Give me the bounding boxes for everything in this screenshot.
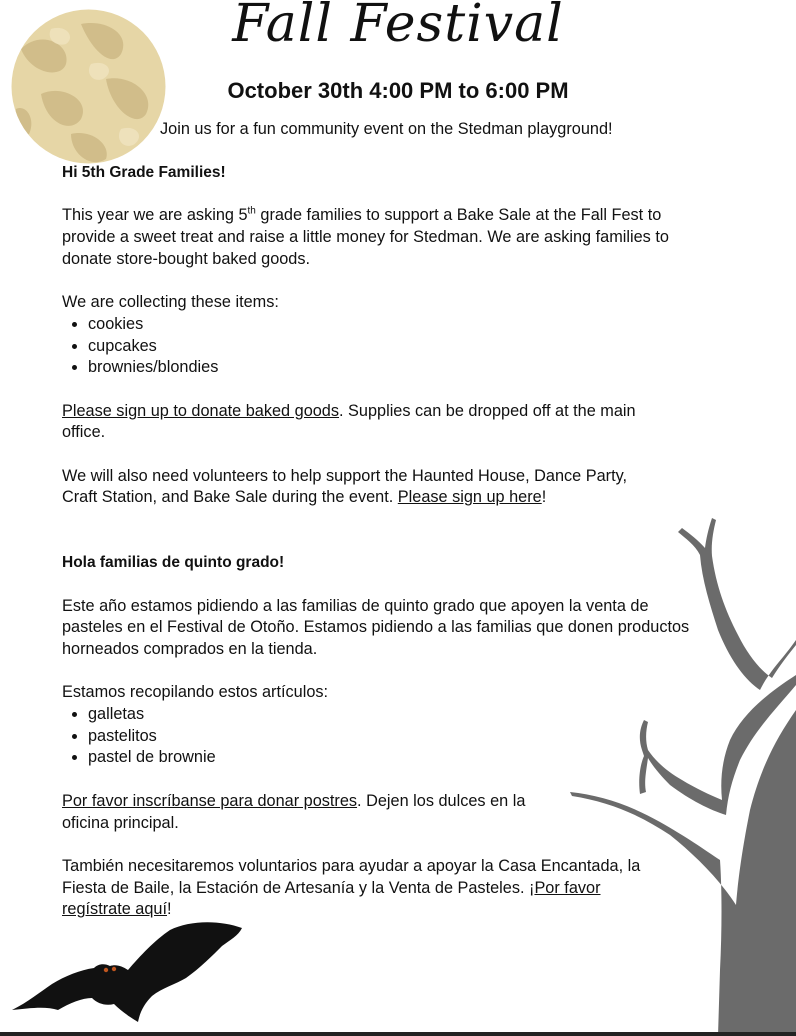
spanish-volunteer-paragraph	[62, 856, 652, 921]
english-items-list	[62, 314, 702, 379]
spanish-list-intro: Estamos recopilando estos artículos:	[62, 683, 329, 702]
list-item: • pastel de brownie	[88, 747, 702, 769]
signup-rest-text-es: . Dejen los dulces en la oficina principal.	[62, 791, 526, 832]
postres-signup-link[interactable]: Por favor inscríbanse para donar postres	[62, 791, 358, 810]
english-paragraph-end: grade families to support a Bake Sale at the Fall Fest to provide a sweet treat and raise a little money for Stedman. We are asking families to donate store-bought baked goods.	[62, 206, 669, 268]
volunteer-end: !	[541, 488, 547, 507]
signup-rest-text: . Supplies can be dropped off at the main office.	[62, 401, 636, 442]
bottom-border	[0, 1032, 796, 1036]
english-greeting: Hi 5th Grade Families!	[62, 164, 226, 181]
page-title: Fall Festival	[232, 0, 564, 54]
english-signup-paragraph	[62, 401, 652, 444]
spanish-signup-paragraph	[62, 791, 552, 834]
list-item: • brownies/blondies	[88, 357, 702, 379]
volunteer-signup-link[interactable]: Please sign up here	[397, 488, 542, 507]
spanish-paragraph: Este año estamos pidiendo a las familias de quinto grado que apoyen la venta de pasteles en el Festival de Otoño. Estamos pidiendo a las familias que donen productos horneados comprados en la tienda.	[62, 596, 690, 658]
superscript-th: th	[247, 205, 256, 217]
list-item: • cupcakes	[88, 336, 702, 358]
spanish-greeting: Hola familias de quinto grado!	[62, 554, 285, 572]
intro-text: Join us for a fun community event on the Stedman playground!	[160, 120, 613, 138]
registrate-link[interactable]: Por favor regístrate aquí	[62, 878, 601, 919]
volunteer-text-es: También necesitaremos voluntarios para ayudar a apoyar la Casa Encantada, la Fiesta de Baile, la Estación de Artesanía y la Venta de Pasteles.	[62, 856, 641, 897]
spanish-items-list	[62, 704, 702, 769]
english-list-intro: We are collecting these items:	[62, 293, 279, 312]
english-paragraph	[62, 205, 702, 270]
inverted-exclamation: ¡	[529, 878, 535, 897]
event-date-time: October 30th 4:00 PM to 6:00 PM	[227, 78, 569, 103]
bat-illustration	[10, 918, 250, 1028]
list-item: • pastelitos	[88, 726, 702, 748]
list-item: • cookies	[88, 314, 702, 336]
list-item: • galletas	[88, 704, 702, 726]
flyer-body	[62, 162, 702, 921]
volunteer-text: We will also need volunteers to help support the Haunted House, Dance Party, Craft Station, and Bake Sale during the event.	[62, 466, 628, 507]
donate-signup-link[interactable]: Please sign up to donate baked goods	[62, 401, 339, 420]
english-paragraph-start: This year we are asking 5	[62, 206, 248, 225]
volunteer-end-es: !	[167, 900, 172, 919]
english-volunteer-paragraph	[62, 466, 652, 509]
